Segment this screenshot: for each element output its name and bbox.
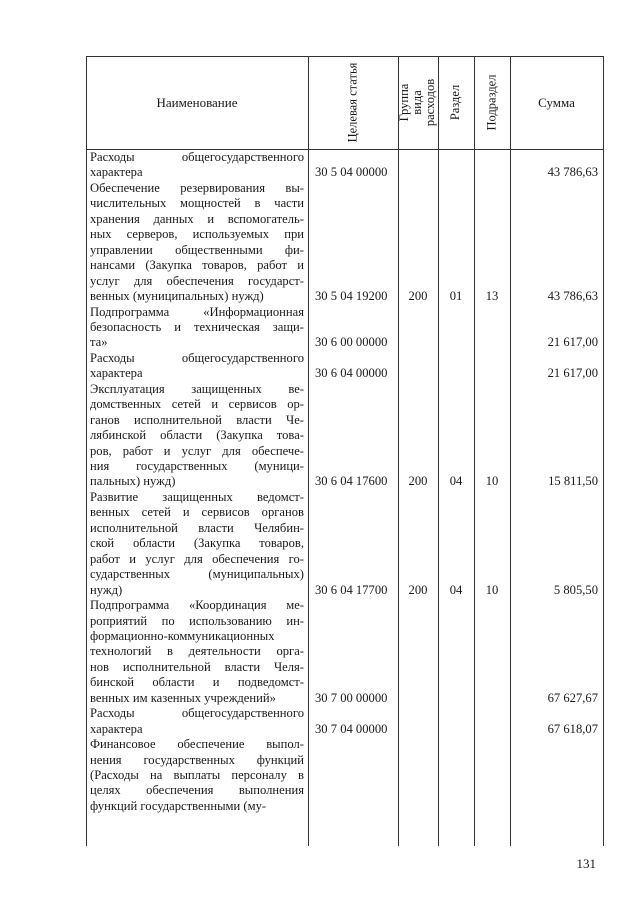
header-subsection-label: Подраздел [484,74,499,131]
row-name-line: характера [90,366,143,381]
row-name-line: безопасность и техническая защи- [90,319,304,334]
row-name-line: сударственных (муниципальных) [90,567,304,582]
col-border [603,56,604,846]
row-name-line: ных серверов, используемых при [90,227,304,242]
row-name-line: нужд) [90,582,123,597]
row-group: 200 [408,474,428,489]
row-target-code: 30 5 04 19200 [315,289,388,304]
row-name-line: исполнительной власти Челябин- [90,520,304,535]
col-border [398,56,399,846]
row-name-line: Подпрограмма «Информационная [90,304,304,319]
row-group: 200 [408,289,428,304]
col-border [474,56,475,846]
row-name-line: работ и услуг для обеспечения го- [90,551,304,566]
row-target-code: 30 6 04 17700 [315,582,388,597]
header-section [438,56,474,149]
header-name-label: Наименование [156,94,238,110]
header-group-label: Группа вида расходов [397,78,438,127]
row-name-line: функций государственными (му- [90,798,267,813]
row-target-code: 30 7 04 00000 [315,721,388,736]
row-name-line: числительных мощностей в части [90,196,304,211]
header-target-label: Целевая статья [345,62,360,143]
row-name-line: пальных) нужд) [90,474,176,489]
row-section: 04 [449,474,463,489]
page-number: 131 [576,856,596,871]
row-name-line: Расходы общегосударственного [90,706,304,721]
row-target-code: 30 5 04 00000 [315,165,388,180]
row-target-code: 30 6 04 17600 [315,474,388,489]
row-name-line: бинской области и подведомст- [90,675,304,690]
row-name-line: характера [90,165,143,180]
header-target [308,56,398,149]
row-sum: 67 618,07 [547,721,598,736]
row-sum: 67 627,67 [547,690,598,705]
row-sum: 21 617,00 [547,366,598,381]
row-name-line: ров, работ и услуг для обеспече- [90,443,304,458]
row-subsection: 10 [485,582,499,597]
row-name-line: нов исполнительной власти Челя- [90,659,304,674]
header-subsection [474,56,510,149]
row-name-line: целях обеспечения выполнения [90,783,304,798]
header-sum-label: Сумма [538,94,575,110]
header-group [398,56,438,149]
row-name-line: лябинской области (Закупка това- [90,428,304,443]
row-name-line: нансами (Закупка товаров, работ и [90,258,304,273]
row-name-line: Финансовое обеспечение выпол- [90,737,304,752]
row-name-line: Развитие защищенных ведомст- [90,489,304,504]
row-sum: 21 617,00 [547,335,598,350]
row-name-line: ской области (Закупка товаров, [90,536,304,551]
row-name-line: ганов исполнительной власти Че- [90,412,304,427]
row-sum: 43 786,63 [547,289,598,304]
row-name-line: Расходы общегосударственного [90,150,304,164]
row-name-line: венных им казенных учреждений» [90,690,276,705]
row-target-code: 30 6 04 00000 [315,366,388,381]
col-border [510,56,511,846]
row-section: 01 [449,289,463,304]
row-name-line: Подпрограмма «Координация ме- [90,598,304,613]
budget-table [86,56,604,846]
header-section-label: Раздел [448,84,463,121]
row-name-line: (Расходы на выплаты персоналу в [90,768,304,782]
row-name-line: хранения данных и вспомогатель- [90,211,304,226]
row-subsection: 10 [485,474,499,489]
row-subsection: 13 [485,289,499,304]
row-name-line: Эксплуатация защищенных ве- [90,381,304,396]
row-name-line: технологий в деятельности орга- [90,644,304,659]
header-name [86,56,308,149]
row-name-line: управлении общественными фи- [90,242,304,257]
row-target-code: 30 7 00 00000 [315,690,388,705]
col-border [438,56,439,846]
row-name-line: венных сетей и сервисов органов [90,505,304,520]
row-name-line: ния государственных (муници- [90,459,304,473]
row-name-line: венных (муниципальных) нужд) [90,289,264,304]
row-name-line: та» [90,335,108,350]
row-sum: 43 786,63 [547,165,598,180]
header-sum [510,56,603,149]
row-name-line: Обеспечение резервирования вы- [90,180,304,195]
row-sum: 5 805,50 [553,582,598,597]
row-name-line: нения государственных функций [90,752,304,767]
row-target-code: 30 6 00 00000 [315,335,388,350]
row-section: 04 [449,582,463,597]
col-border [308,56,309,846]
col-border [86,56,87,846]
row-group: 200 [408,582,428,597]
row-name-line: формационно-коммуникационных [90,628,275,643]
row-sum: 15 811,50 [548,474,598,489]
row-name-line: услуг для обеспечения государст- [90,273,304,288]
row-name-line: характера [90,721,143,736]
row-name-line: домственных сетей и сервисов ор- [90,397,304,412]
row-name-line: Расходы общегосударственного [90,350,304,365]
row-name-line: роприятий по использованию ин- [90,613,304,628]
